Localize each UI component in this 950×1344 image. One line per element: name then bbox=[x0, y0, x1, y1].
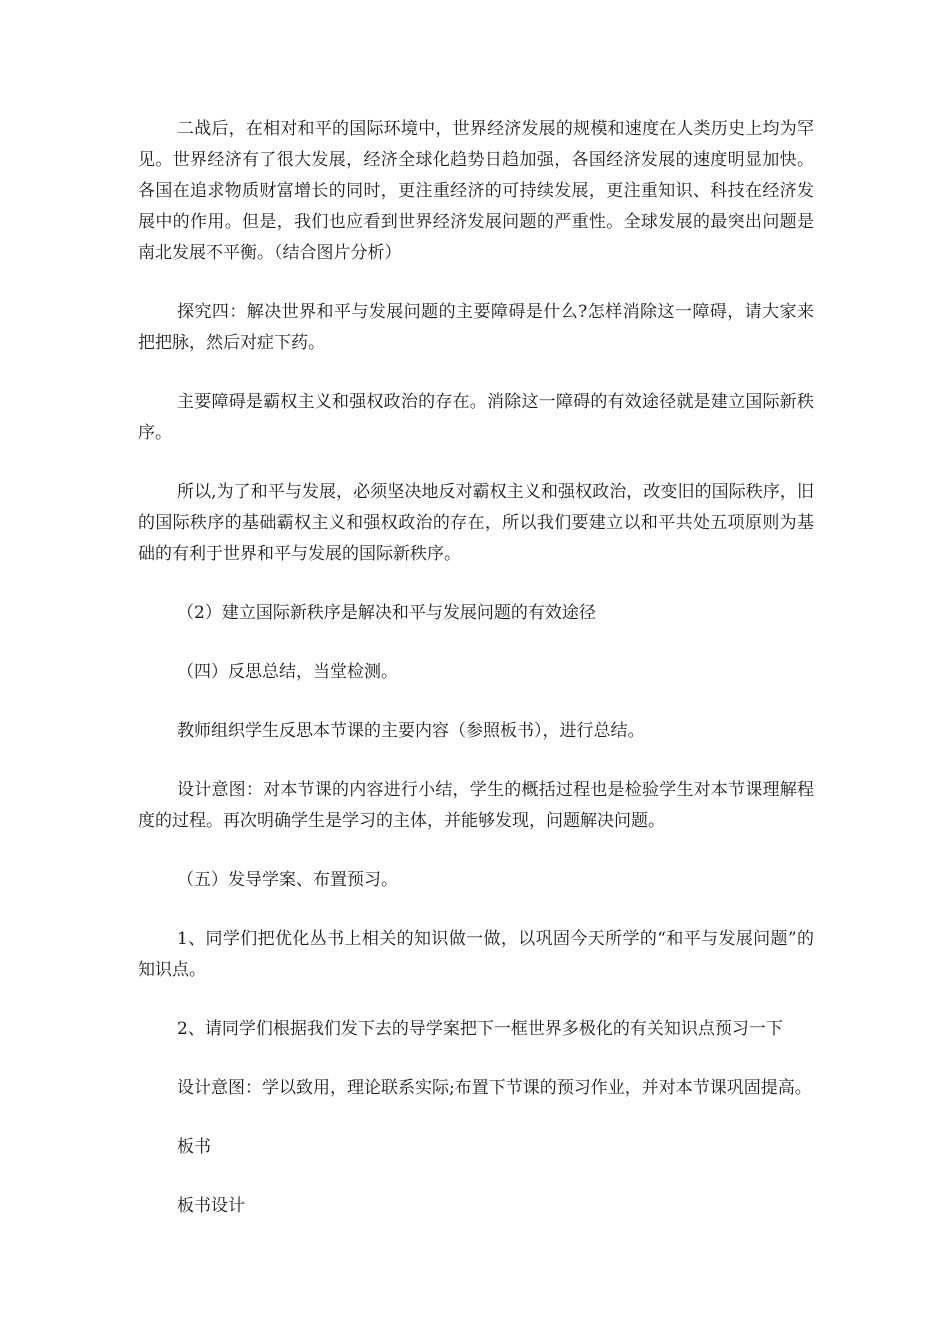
section-heading-assignment: （五）发导学案、布置预习。 bbox=[177, 870, 398, 890]
section-heading-reflection: （四）反思总结，当堂检测。 bbox=[177, 662, 398, 682]
paragraph-main-obstacle: 主要障碍是霸权主义和强权政治的存在。消除这一障碍的有效途径就是建立国际新秩序。 bbox=[138, 392, 814, 443]
paragraph-conclusion: 所以,为了和平与发展，必须坚决地反对霸权主义和强权政治，改变旧的国际秩序，旧的国际秩序的基础霸权主义和强权政治的存在，所以我们要建立以和平共处五项原则为基础的有利于世界和平与发展的国际新秩序。 bbox=[138, 482, 814, 564]
paragraph-new-order-point: （2）建立国际新秩序是解决和平与发展问题的有效途径 bbox=[177, 603, 596, 623]
paragraph-inquiry-four: 探究四：解决世界和平与发展问题的主要障碍是什么?怎样消除这一障碍，请大家来把把脉，然后对症下药。 bbox=[138, 302, 814, 353]
heading-blackboard-design: 板书设计 bbox=[177, 1196, 245, 1216]
paragraph-teacher-summary: 教师组织学生反思本节课的主要内容（参照板书），进行总结。 bbox=[177, 721, 645, 741]
paragraph-design-intent-1: 设计意图：对本节课的内容进行小结，学生的概括过程也是检验学生对本节课理解程度的过程。再次明确学生是学习的主体，并能够发现，问题解决问题。 bbox=[138, 780, 814, 831]
list-item-homework-2: 2、请同学们根据我们发下去的导学案把下一框世界多极化的有关知识点预习一下 bbox=[177, 1019, 783, 1039]
paragraph-postwar-economy: 二战后，在相对和平的国际环境中，世界经济发展的规模和速度在人类历史上均为罕见。世界经济有了很大发展，经济全球化趋势日趋加强，各国经济发展的速度明显加快。各国在追求物质财富增长的同时，更注重经济的可持续发展，更注重知识、科技在经济发展中的作用。但是，我们也应看到世界经济发展问题的严重性。全球发展的最突出问题是南北发展不平衡。（结合图片分析） bbox=[138, 119, 814, 263]
heading-blackboard: 板书 bbox=[177, 1137, 211, 1157]
paragraph-design-intent-2: 设计意图：学以致用，理论联系实际;布置下节课的预习作业，并对本节课巩固提高。 bbox=[177, 1078, 812, 1098]
list-item-homework-1: 1、同学们把优化丛书上相关的知识做一做，以巩固今天所学的“和平与发展问题”的知识点。 bbox=[138, 929, 814, 980]
